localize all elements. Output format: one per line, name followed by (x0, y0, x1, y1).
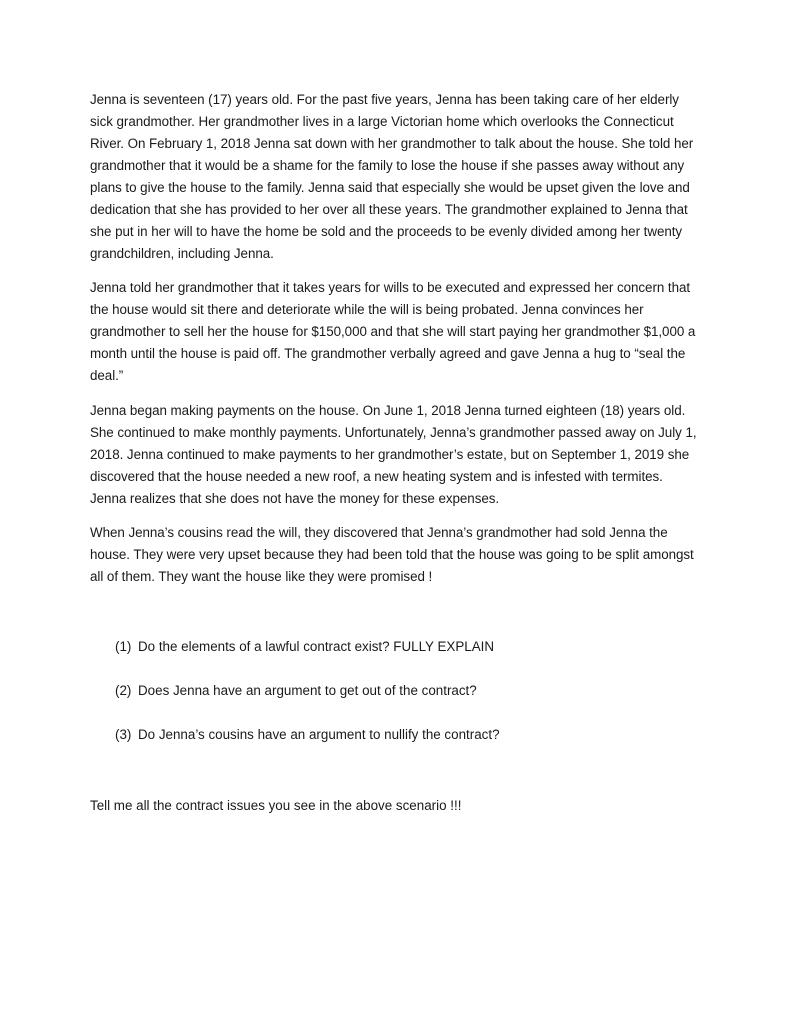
scenario-paragraph-3: Jenna began making payments on the house. On June 1, 2018 Jenna turned eighteen (18) years old. She continued to make monthly payments. Unfortunately, Jenna’s grandmother passed away on July 1, 2018. Jenna continued to make payments to her grandmother’s estate, but on September 1, 2019 she discovered that the house needed a new roof, a new heating system and is infested with termites. Jenna realizes that she does not have the money for these expenses. (90, 403, 697, 506)
question-text: Do the elements of a lawful contract exist? FULLY EXPLAIN (138, 639, 495, 654)
question-number: (3) (115, 727, 132, 742)
closing-instruction: Tell me all the contract issues you see in the above scenario !!! (90, 798, 462, 813)
question-item (115, 680, 715, 702)
question-item (115, 636, 715, 658)
scenario-paragraph-2: Jenna told her grandmother that it takes years for wills to be executed and expressed her concern that the house would sit there and deteriorate while the will is being probated. Jenna convinces her grandmother to sell her the house for $150,000 and that she will start paying her grandmother $1,000 a month until the house is paid off. The grandmother verbally agreed and gave Jenna a hug to “seal the deal.” (90, 280, 696, 383)
question-text: Does Jenna have an argument to get out of the contract? (138, 683, 477, 698)
question-text: Do Jenna’s cousins have an argument to nullify the contract? (138, 727, 500, 742)
scenario-paragraph-1: Jenna is seventeen (17) years old. For the past five years, Jenna has been taking care of her elderly sick grandmother. Her grandmother lives in a large Victorian home which overlooks the Connecticut River. On February 1, 2018 Jenna sat down with her grandmother to talk about the house. She told her grandmother that it would be a shame for the family to lose the house if she passes away without any plans to give the house to the family. Jenna said that especially she would be upset given the love and dedication that she has provided to her over all these years. The grandmother explained to Jenna that she put in her will to have the home be sold and the proceeds to be evenly divided among her twenty grandchildren, including Jenna. (90, 92, 694, 261)
scenario-paragraph-4: When Jenna’s cousins read the will, they discovered that Jenna’s grandmother had sold Jenna the house. They were very upset because they had been told that the house was going to be split amongst all of them. They want the house like they were promised ! (90, 525, 694, 584)
question-number: (1) (115, 639, 132, 654)
question-item (115, 724, 715, 746)
question-number: (2) (115, 683, 132, 698)
question-list (115, 636, 715, 746)
